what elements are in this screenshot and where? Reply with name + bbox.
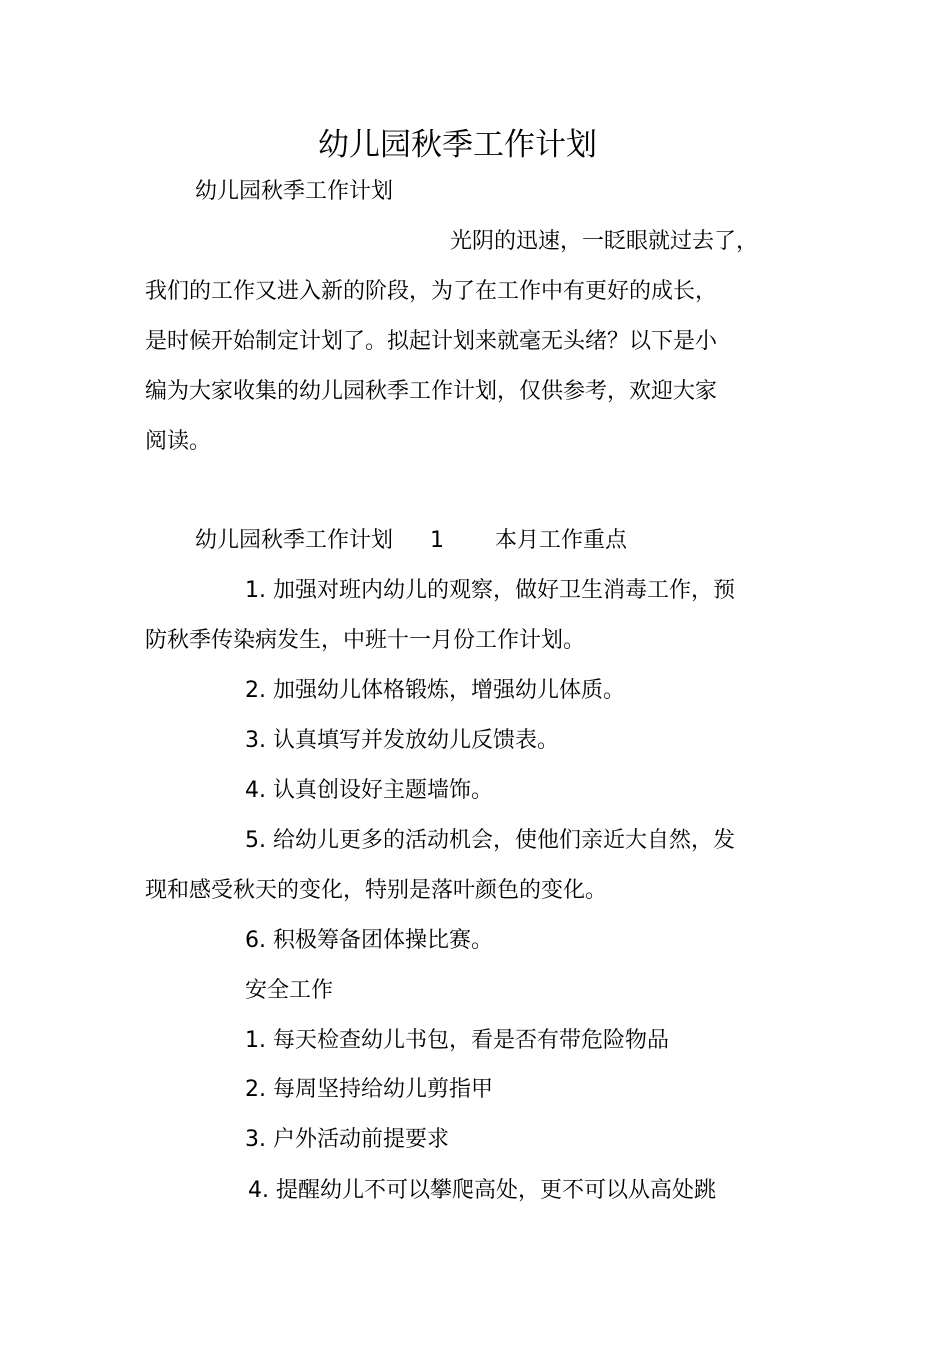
- focus-item-1-cont: 防秋季传染病发生，中班十一月份工作计划。: [145, 628, 586, 653]
- section-heading: 幼儿园秋季工作计划: [195, 528, 394, 553]
- safety-item-3: 3. 户外活动前提要求: [245, 1127, 449, 1152]
- document-title: 幼儿园秋季工作计划: [318, 127, 597, 163]
- safety-heading: 安全工作: [245, 978, 334, 1003]
- focus-item-5-cont: 现和感受秋天的变化，特别是落叶颜色的变化。: [145, 878, 608, 903]
- focus-item-5: 5. 给幼儿更多的活动机会，使他们亲近大自然，发: [245, 828, 735, 853]
- intro-line-1: 光阴的迅速，一眨眼就过去了，: [450, 229, 759, 254]
- focus-item-2: 2. 加强幼儿体格锻炼，增强幼儿体质。: [245, 678, 625, 703]
- focus-item-6: 6. 积极筹备团体操比赛。: [245, 928, 493, 953]
- section-number: 1: [430, 528, 444, 553]
- intro-line-3: 是时候开始制定计划了。拟起计划来就毫无头绪？以下是小: [145, 329, 718, 354]
- intro-line-5: 阅读。: [145, 429, 212, 454]
- document-subtitle: 幼儿园秋季工作计划: [195, 179, 394, 204]
- safety-item-2: 2. 每周坚持给幼儿剪指甲: [245, 1077, 493, 1102]
- safety-item-4: 4. 提醒幼儿不可以攀爬高处，更不可以从高处跳: [248, 1178, 716, 1203]
- focus-item-4: 4. 认真创设好主题墙饰。: [245, 778, 493, 803]
- intro-line-4: 编为大家收集的幼儿园秋季工作计划，仅供参考，欢迎大家: [145, 379, 718, 404]
- section-focus-label: 本月工作重点: [495, 528, 628, 553]
- safety-item-1: 1. 每天检查幼儿书包，看是否有带危险物品: [245, 1028, 669, 1053]
- focus-item-1: 1. 加强对班内幼儿的观察，做好卫生消毒工作，预: [245, 578, 735, 603]
- focus-item-3: 3. 认真填写并发放幼儿反馈表。: [245, 728, 559, 753]
- intro-line-2: 我们的工作又进入新的阶段，为了在工作中有更好的成长，: [145, 279, 718, 304]
